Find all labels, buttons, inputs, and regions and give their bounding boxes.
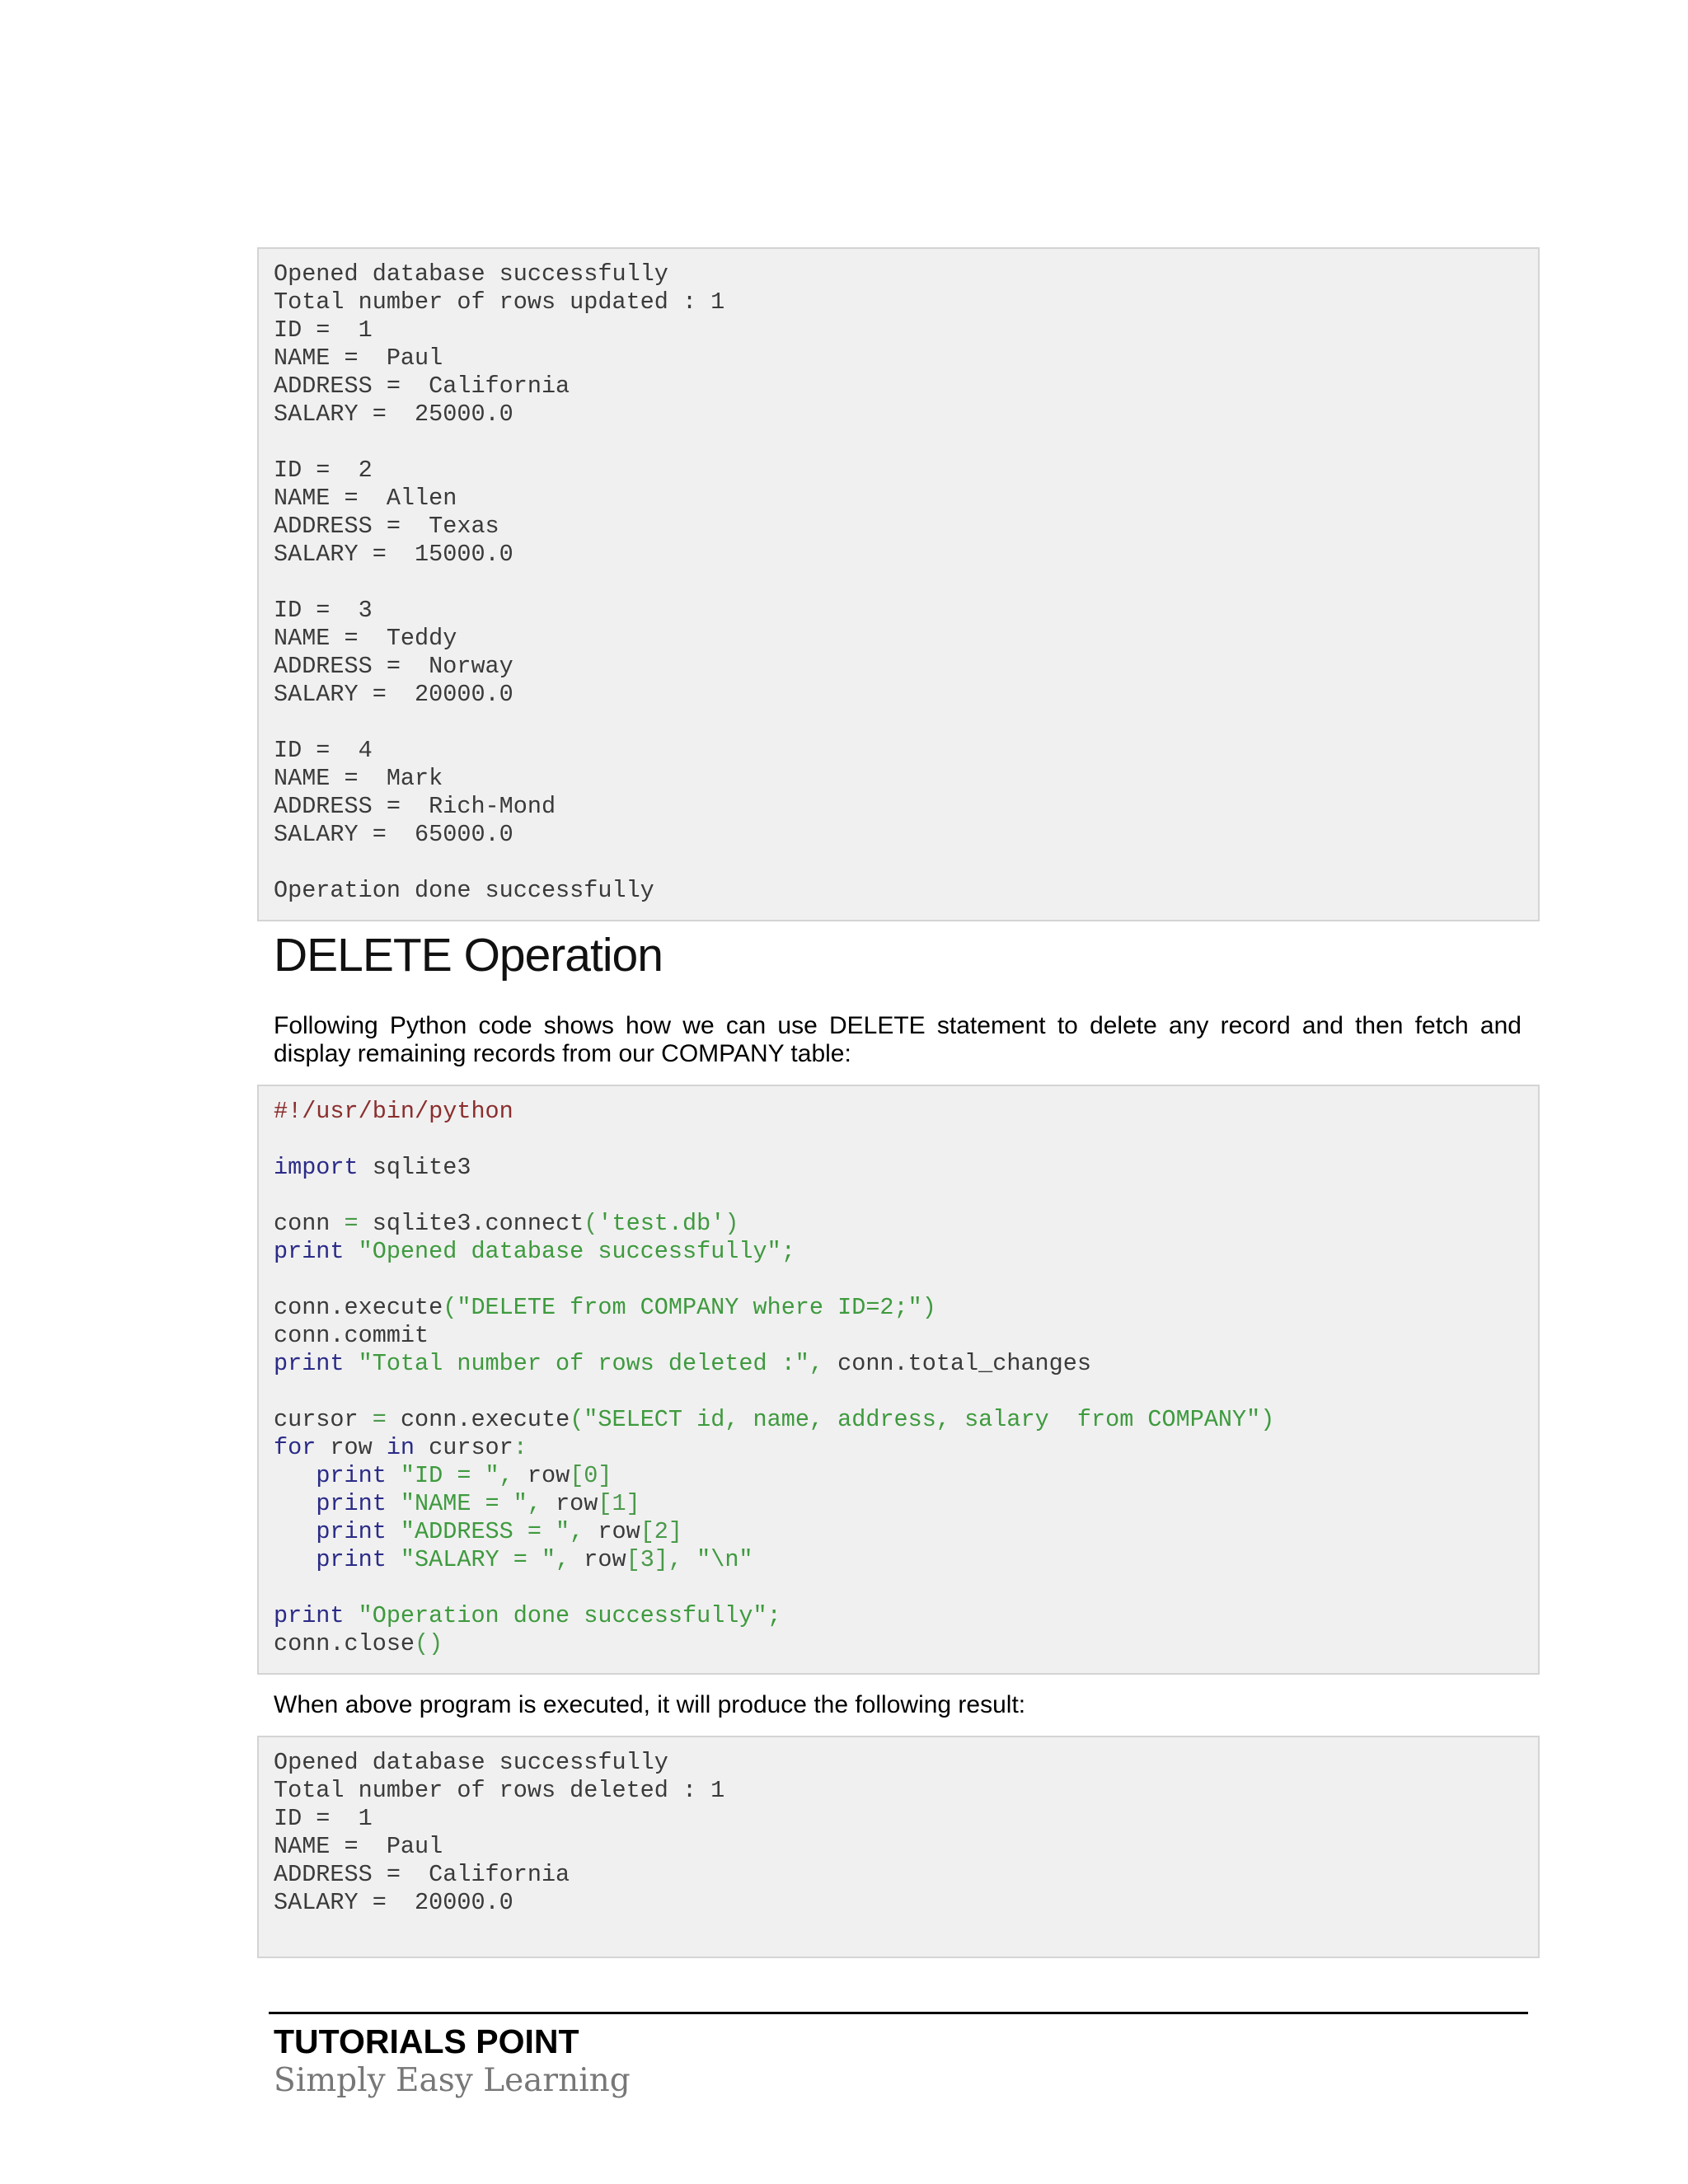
code-line-blank bbox=[274, 1378, 1538, 1406]
code-line-shebang: #!/usr/bin/python bbox=[274, 1098, 513, 1125]
footer-divider bbox=[269, 2012, 1528, 2014]
output-block-delete bbox=[257, 1736, 1540, 1958]
code-line-connect: conn = sqlite3.connect('test.db') bbox=[274, 1210, 739, 1237]
output-line: NAME = Teddy bbox=[274, 625, 457, 652]
footer-tagline: Simply Easy Learning bbox=[274, 2062, 631, 2099]
code-line-commit: conn.commit bbox=[274, 1322, 429, 1349]
output-line bbox=[274, 849, 1538, 877]
output-line: ADDRESS = Rich-Mond bbox=[274, 793, 556, 820]
output-line: ADDRESS = Texas bbox=[274, 513, 499, 540]
code-line-blank bbox=[274, 1266, 1538, 1294]
output-line bbox=[274, 429, 1538, 457]
intro-paragraph: Following Python code shows how we can use DELETE statement to delete any record and then fetch and display remaining records from our COMPANY table: bbox=[274, 1012, 1522, 1067]
output-line: SALARY = 65000.0 bbox=[274, 821, 513, 848]
code-line-print-done: print "Operation done successfully"; bbox=[274, 1602, 781, 1629]
output-line bbox=[274, 709, 1538, 737]
section-heading: DELETE Operation bbox=[274, 929, 663, 982]
output-line: ID = 3 bbox=[274, 597, 373, 624]
python-code-block bbox=[257, 1085, 1540, 1675]
code-line-print-address: print "ADDRESS = ", row[2] bbox=[316, 1518, 683, 1545]
output-line: SALARY = 15000.0 bbox=[274, 541, 513, 568]
output-line: Operation done successfully bbox=[274, 877, 654, 904]
code-line-print-salary: print "SALARY = ", row[3], "\n" bbox=[316, 1546, 753, 1573]
output-line: ADDRESS = California bbox=[274, 373, 570, 400]
output-line: NAME = Allen bbox=[274, 485, 457, 512]
code-line-print-name: print "NAME = ", row[1] bbox=[316, 1490, 640, 1517]
output-line: ID = 1 bbox=[274, 1805, 373, 1832]
output-line: NAME = Paul bbox=[274, 1833, 443, 1860]
output-line: NAME = Mark bbox=[274, 765, 443, 792]
code-line-blank bbox=[274, 1574, 1538, 1602]
code-line-print-id: print "ID = ", row[0] bbox=[316, 1462, 612, 1489]
output-line: ID = 4 bbox=[274, 737, 373, 764]
code-line-blank bbox=[274, 1126, 1538, 1154]
code-line-cursor: cursor = conn.execute("SELECT id, name, address, salary from COMPANY") bbox=[274, 1406, 1275, 1433]
output-line: ADDRESS = California bbox=[274, 1861, 570, 1888]
output-line: NAME = Paul bbox=[274, 344, 443, 372]
output-line bbox=[274, 569, 1538, 597]
output-line: SALARY = 20000.0 bbox=[274, 1889, 513, 1916]
output-line: SALARY = 25000.0 bbox=[274, 401, 513, 428]
result-intro-paragraph: When above program is executed, it will produce the following result: bbox=[274, 1691, 1026, 1718]
footer-brand-title: TUTORIALS POINT bbox=[274, 2022, 579, 2060]
output-line: Total number of rows updated : 1 bbox=[274, 288, 725, 316]
code-line-import: import sqlite3 bbox=[274, 1154, 471, 1181]
output-line: Opened database successfully bbox=[274, 260, 668, 288]
output-line: ADDRESS = Norway bbox=[274, 653, 513, 680]
output-line: ID = 1 bbox=[274, 316, 373, 344]
code-line-close: conn.close() bbox=[274, 1630, 443, 1657]
code-line-blank bbox=[274, 1182, 1538, 1210]
code-line-for: for row in cursor: bbox=[274, 1434, 528, 1461]
code-line-print-total: print "Total number of rows deleted :", conn.total_changes bbox=[274, 1350, 1091, 1377]
code-line-execute-delete: conn.execute("DELETE from COMPANY where ID=2;") bbox=[274, 1294, 936, 1321]
output-line: Opened database successfully bbox=[274, 1749, 668, 1776]
output-line: Total number of rows deleted : 1 bbox=[274, 1777, 725, 1804]
output-block-update bbox=[257, 247, 1540, 921]
output-line: ID = 2 bbox=[274, 457, 373, 484]
code-line-print-opened: print "Opened database successfully"; bbox=[274, 1238, 795, 1265]
output-line: SALARY = 20000.0 bbox=[274, 681, 513, 708]
